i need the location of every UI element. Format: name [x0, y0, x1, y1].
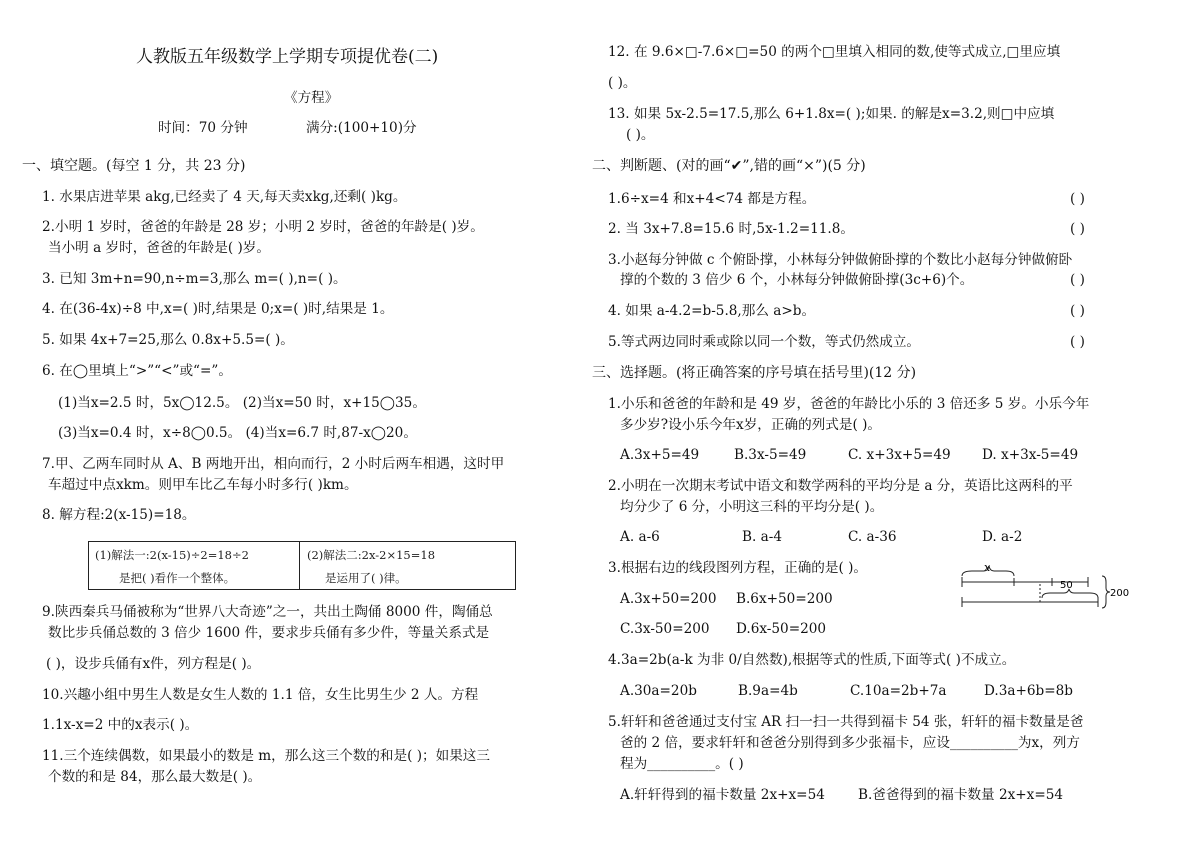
section3-heading: 三、选择题。(将正确答案的序号填在括号里)(12 分) [592, 365, 917, 381]
judge-2-answer[interactable]: ( ) [1070, 221, 1085, 237]
q2-line1: 2.小明 1 岁时，爸爸的年龄是 28 岁；小明 2 岁时，爸爸的年龄是( )岁。 [42, 219, 484, 235]
q13-line2: ( )。 [626, 127, 655, 143]
choice-5-option-a[interactable]: A.轩轩得到的福卡数量 2x+x=54 [620, 787, 825, 803]
x-label: x [984, 562, 991, 574]
choice-2-option-d[interactable]: D. a-2 [982, 529, 1023, 545]
choice-5-line1: 5.轩轩和爸爸通过支付宝 AR 扫一扫一共得到福卡 54 张，轩轩的福卡数量是爸 [608, 714, 1084, 730]
judge-1-answer[interactable]: ( ) [1070, 191, 1085, 207]
choice-1-line1: 1.小乐和爸爸的年龄和是 49 岁，爸爸的年龄比小乐的 3 倍还多 5 岁。小乐今年 [608, 396, 1090, 412]
judge-3-answer[interactable]: ( ) [1070, 272, 1085, 288]
choice-1-option-d[interactable]: D. x+3x-5=49 [982, 447, 1079, 463]
q12-line2: ( )。 [608, 75, 637, 91]
choice-2-option-b[interactable]: B. a-4 [742, 529, 782, 545]
choice-5-line3: 程为__________。( ) [620, 756, 744, 772]
choice-4-option-d[interactable]: D.3a+6b=8b [984, 683, 1073, 699]
q10-line1: 10.兴趣小组中男生人数是女生人数的 1.1 倍，女生比男生少 2 人。方程 [42, 687, 479, 703]
q9-line3: ( )，设步兵俑有x件，列方程是( )。 [46, 656, 261, 672]
method1-label: (1)解法一:2(x-15)÷2=18÷2 [95, 548, 249, 562]
q5: 5. 如果 4x+7=25,那么 0.8x+5.5=( )。 [42, 332, 294, 348]
fifty-label: 50 [1060, 580, 1073, 591]
q11-line2: 个数的和是 84，那么最大数是( )。 [48, 769, 262, 785]
choice-5-line2: 爸的 2 倍，要求轩轩和爸爸分别得到多少张福卡，应设__________为x，列方 [620, 735, 1080, 751]
left-column [22, 0, 582, 848]
q11-line1: 11.三个连续偶数，如果最小的数是 m，那么这三个数的和是( )；如果这三 [42, 748, 490, 764]
method2-label: (2)解法二:2x-2×15=18 [307, 548, 436, 562]
choice-2-option-a[interactable]: A. a-6 [620, 529, 660, 545]
judge-5: 5.等式两边同时乘或除以同一个数，等式仍然成立。 [608, 334, 921, 350]
total-label: 200 [1110, 588, 1130, 599]
choice-2-option-c[interactable]: C. a-36 [848, 529, 897, 545]
judge-4-answer[interactable]: ( ) [1070, 303, 1085, 319]
choice-3: 3.根据右边的线段图列方程，正确的是( )。 [608, 560, 867, 576]
choice-4-option-a[interactable]: A.30a=20b [620, 683, 697, 699]
section1-heading: 一、填空题。(每空 1 分，共 23 分) [22, 158, 246, 174]
q6: 6. 在◯里填上“>”“<”或“=”。 [42, 363, 232, 379]
total-brace [1102, 576, 1110, 608]
segment-diagram [954, 562, 1130, 614]
box-divider [299, 542, 300, 589]
q8: 8. 解方程:2(x-15)=18。 [42, 507, 196, 523]
choice-3-option-b[interactable]: B.6x+50=200 [736, 591, 833, 607]
choice-4: 4.3a=2b(a-k 为非 0/自然数),根据等式的性质,下面等式( )不成立。 [608, 652, 1016, 668]
q12-line1: 12. 在 9.6×□-7.6×□=50 的两个□里填入相同的数,使等式成立,□里应填 [608, 44, 1061, 60]
full-score: 满分:(100+10)分 [306, 120, 417, 136]
choice-1-option-c[interactable]: C. x+3x+5=49 [848, 447, 951, 463]
q1: 1. 水果店进苹果 akg,已经卖了 4 天,每天卖xkg,还剩( )kg。 [42, 189, 407, 205]
section2-heading: 二、判断题、(对的画“✔”,错的画“×”)(5 分) [592, 158, 866, 174]
choice-1-option-b[interactable]: B.3x-5=49 [734, 447, 807, 463]
q4: 4. 在(36-4x)÷8 中,x=( )时,结果是 0;x=( )时,结果是 1。 [42, 301, 394, 317]
choice-1-line2: 多少岁?设小乐今年x岁，正确的列式是( )。 [620, 417, 881, 433]
q9-line2: 数比步兵俑总数的 3 倍少 1600 件，要求步兵俑有多少件，等量关系式是 [48, 625, 490, 641]
choice-3-option-d[interactable]: D.6x-50=200 [736, 621, 827, 637]
judge-3-line2: 撑的个数的 3 倍少 6 个，小林每分钟做俯卧撑(3c+6)个。 [620, 272, 974, 288]
method1-fill: 是把( )看作一个整体。 [119, 571, 236, 585]
judge-5-answer[interactable]: ( ) [1070, 334, 1085, 350]
q6-part1: (1)当x=2.5 时，5x◯12.5。 (2)当x=50 时，x+15◯35。 [58, 395, 426, 411]
q13-line1: 13. 如果 5x-2.5=17.5,那么 6+1.8x=( );如果. 的解是x=3.2,则□中应填 [608, 106, 1055, 122]
method2-fill: 是运用了( )律。 [325, 571, 407, 585]
choice-2-line1: 2.小明在一次期末考试中语文和数学两科的平均分是 a 分，英语比这两科的平 [608, 478, 1073, 494]
q7-line1: 7.甲、乙两车同时从 A、B 两地开出，相向而行，2 小时后两车相遇，这时甲 [42, 456, 505, 472]
q6-part2: (3)当x=0.4 时，x÷8◯0.5。 (4)当x=6.7 时,87-x◯20。 [58, 425, 417, 441]
q9-line1: 9.陕西秦兵马俑被称为“世界八大奇迹”之一，共出土陶俑 8000 件，陶俑总 [42, 604, 493, 620]
judge-4: 4. 如果 a-4.2=b-5.8,那么 a>b。 [608, 303, 816, 319]
choice-1-option-a[interactable]: A.3x+5=49 [620, 447, 700, 463]
choice-3-option-a[interactable]: A.3x+50=200 [620, 591, 717, 607]
q3: 3. 已知 3m+n=90,n÷m=3,那么 m=( ),n=( )。 [42, 271, 347, 287]
judge-2: 2. 当 3x+7.8=15.6 时,5x-1.2=11.8。 [608, 221, 854, 237]
judge-1: 1.6÷x=4 和x+4<74 都是方程。 [608, 191, 816, 207]
right-column [592, 0, 1152, 848]
page-subtitle: 《方程》 [284, 90, 339, 106]
choice-2-line2: 均分少了 6 分，小明这三科的平均分是( )。 [620, 499, 884, 515]
judge-3-line1: 3.小赵每分钟做 c 个俯卧撑，小林每分钟做俯卧撑的个数比小赵每分钟做俯卧 [608, 252, 1073, 268]
time-limit: 时间：70 分钟 [158, 120, 248, 136]
q2-line2: 当小明 a 岁时，爸爸的年龄是( )岁。 [48, 240, 270, 256]
choice-4-option-c[interactable]: C.10a=2b+7a [850, 683, 947, 699]
choice-4-option-b[interactable]: B.9a=4b [738, 683, 798, 699]
q7-line2: 车超过中点xkm。则甲车比乙车每小时多行( )km。 [48, 477, 358, 493]
q10-line2: 1.1x-x=2 中的x表示( )。 [42, 717, 199, 733]
choice-3-option-c[interactable]: C.3x-50=200 [620, 621, 710, 637]
q8-solution-box [88, 541, 516, 590]
choice-5-option-b[interactable]: B.爸爸得到的福卡数量 2x+x=54 [858, 787, 1064, 803]
page-title: 人教版五年级数学上学期专项提优卷(二) [136, 47, 439, 67]
